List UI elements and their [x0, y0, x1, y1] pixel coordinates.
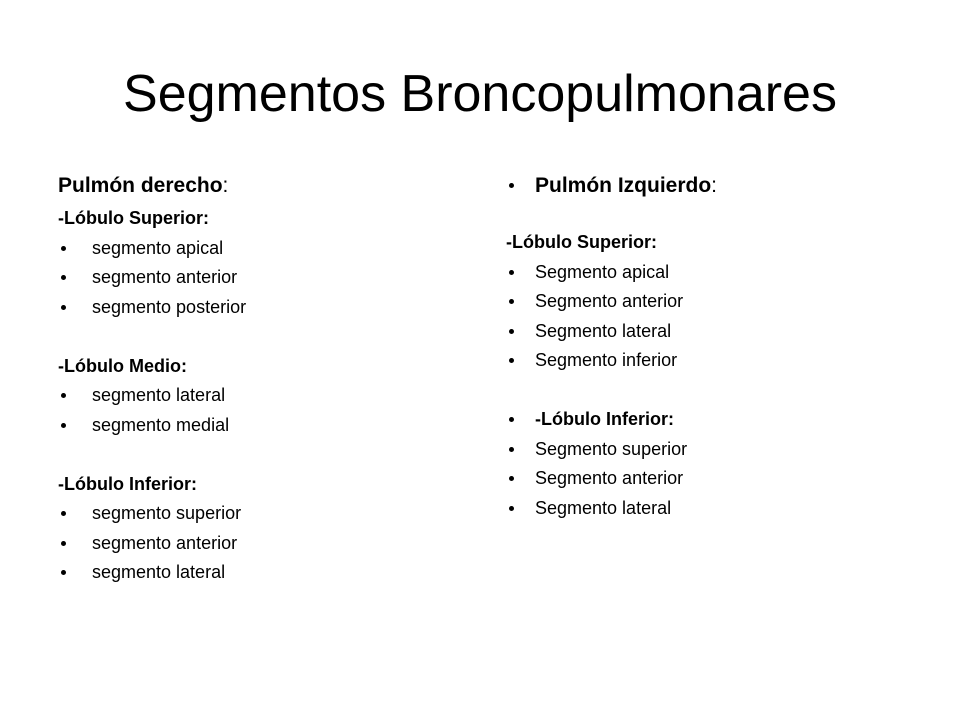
- right-lung-column: [58, 168, 458, 588]
- list-item: Segmento inferior: [506, 346, 906, 376]
- left-lung-heading: [506, 168, 906, 204]
- list-item: Segmento anterior: [506, 287, 906, 317]
- list-item: Segmento lateral: [506, 317, 906, 347]
- left-lung-heading-colon: :: [711, 174, 718, 197]
- lobe-label: -Lóbulo Inferior:: [506, 405, 906, 435]
- lobe-label: -Lóbulo Medio:: [58, 355, 187, 376]
- list-item: segmento medial: [58, 411, 458, 441]
- list-item: Segmento lateral: [506, 494, 906, 524]
- left-lung-heading-text: Pulmón Izquierdo: [535, 174, 712, 197]
- list-item: segmento anterior: [58, 529, 458, 559]
- list-item: segmento posterior: [58, 293, 458, 323]
- list-item: segmento superior: [58, 499, 458, 529]
- slide-title: Segmentos Broncopulmonares: [123, 65, 837, 123]
- list-item: Segmento anterior: [506, 464, 906, 494]
- list-item: Segmento apical: [506, 258, 906, 288]
- lobe-label: -Lóbulo Inferior:: [58, 473, 197, 494]
- spacer: [506, 204, 906, 228]
- lobe-label: -Lóbulo Superior:: [506, 232, 657, 252]
- right-lung-heading: [58, 168, 458, 204]
- spacer: [506, 376, 906, 406]
- lobe-label: -Lóbulo Superior:: [58, 208, 209, 228]
- spacer: [58, 322, 458, 352]
- list-item: segmento lateral: [58, 381, 458, 411]
- list-item: segmento lateral: [58, 558, 458, 588]
- list-item: segmento apical: [58, 234, 458, 264]
- spacer: [58, 440, 458, 470]
- list-item: segmento anterior: [58, 263, 458, 293]
- left-lung-column: [506, 168, 906, 523]
- right-lung-heading-colon: :: [222, 174, 229, 197]
- right-lung-heading-text: Pulmón derecho: [58, 174, 223, 197]
- list-item: Segmento superior: [506, 435, 906, 465]
